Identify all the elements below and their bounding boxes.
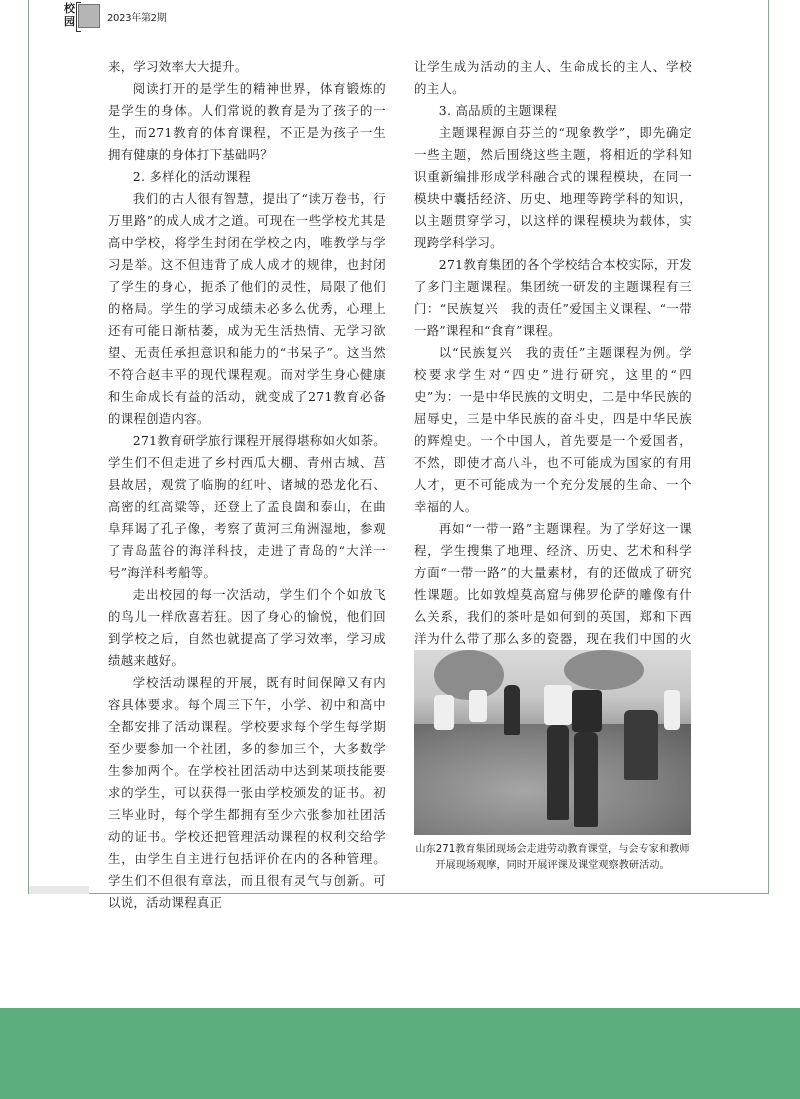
photo-person-shirt	[544, 685, 572, 725]
photo-caption: 山东271教育集团现场会走进劳动教育课堂，与会专家和教师开展现场观摩，同时开展评课及课堂观察教研活动。	[415, 844, 690, 871]
paragraph: 我们的古人很有智慧，提出了“读万卷书，行万里路”的成人成才之道。可现在一些学校尤其是高中学校，将学生封闭在学校之内，唯教学与学习是举。这不但违背了成人成才的规律，也封闭了学生的身心，扼杀了他们的灵性，局限了他们的格局。学生的学习成绩未必多么优秀，心理上还有可能日渐枯萎，成为无生活热情、无学习欲望、无责任承担意识和能力的“书呆子”。这当然不符合赵丰平的现代课程观。而对学生身心健康和生命成长有益的活动，就变成了271教育必备的课程创造内容。	[108, 191, 386, 426]
photo-person	[574, 732, 598, 827]
paragraph: 再如“一带一路”主题课程。为了学好这一课程，学生搜集了地理、经济、历史、艺术和科学方面“一带一路”的大量素材，有的还做成了研究性课题。比如敦煌莫高窟与佛罗伦萨的雕像有什么关系，我们的茶叶是如何到的英国，郑和下西洋为什么带了那么多的瓷器，现在我们中国的火	[414, 521, 692, 646]
paragraph: 主题课程源自芬兰的“现象教学”，即先确定一些主题，然后围绕这些主题，将相近的学科知识重新编排形成学科融合式的课程模块，在同一模块中囊括经济、历史、地理等跨学科的知识，以主题贯穿学习，以这样的课程模块为载体，实现跨学科学习。	[414, 125, 692, 250]
article-photo	[414, 650, 691, 835]
paragraph: 来，学习效率大大提升。	[108, 59, 248, 74]
photo-person-shirt	[434, 695, 454, 730]
issue-label: 2023年第2期	[107, 13, 167, 24]
section-heading: 2. 多样化的活动课程	[132, 169, 251, 184]
paragraph: 以“民族复兴 我的责任”主题课程为例。学校要求学生对“四史”进行研究，这里的“四史”为：一是中华民族的文明史，二是中华民族的屈辱史，三是中华民族的奋斗史，四是中华民族的辉煌史。一个中国人，首先要是一个爱国者，不然，即使才高八斗，也不可能成为国家的有用人才，更不可能成为一个充分发展的生命、一个幸福的人。	[414, 345, 692, 514]
paragraph: 271教育集团的各个学校结合本校实际，开发了多门主题课程。集团统一研发的主题课程有三门：“民族复兴 我的责任”爱国主义课程、“一带一路”课程和“食育”课程。	[414, 257, 692, 338]
photo-person-shirt	[664, 690, 680, 730]
paragraph: 271教育研学旅行课程开展得堪称如火如荼。学生们不但走进了乡村西瓜大棚、青州古城、莒县故居，观赏了临朐的红叶、诸城的恐龙化石、高密的红高粱等，还登上了孟良崮和泰山，在曲阜拜谒了孔子像，考察了黄河三角洲湿地，参观了青岛蓝谷的海洋科技，走进了青岛的“大洋一号”海洋科考船等。	[108, 433, 386, 580]
corner-tab	[29, 886, 89, 894]
photo-person-shirt	[572, 690, 602, 732]
paragraph: 学校活动课程的开展，既有时间保障又有内容具体要求。每个周三下午，小学、初中和高中全都安排了活动课程。学校要求每个学生每学期至少要参加一个社团，多的参加三个，大多数学生参加两个。在学校社团活动中达到某项技能要求的学生，可以获得一张由学校颁发的证书。初三毕业时，每个学生都拥有至少六张参加社团活动的证书。学校还把管理活动课程的权利交给学生，由学生自主进行包括评价在内的各种管理。学生们不但很有章法，而且很有灵气与创新。可以说，活动课程真正	[108, 675, 386, 910]
photo-tree	[564, 650, 644, 690]
section-heading: 3. 高品质的主题课程	[438, 103, 557, 118]
paragraph: 让学生成为活动的主人、生命成长的主人、学校的主人。	[414, 59, 692, 96]
left-column	[108, 56, 386, 914]
photo-person	[624, 710, 658, 780]
logo-text: 校园	[64, 2, 75, 28]
photo-person	[547, 725, 569, 820]
paragraph: 走出校园的每一次活动，学生们个个如放飞的鸟儿一样欣喜若狂。因了身心的愉悦，他们回到学校之后，自然也就提高了学习效率，学习成绩越来越好。	[108, 587, 386, 668]
footer-band	[0, 1008, 800, 1099]
photo-person	[504, 685, 520, 735]
photo-person-shirt	[469, 690, 487, 722]
logo-box	[78, 4, 100, 28]
right-column	[414, 56, 692, 672]
magazine-logo	[64, 2, 102, 28]
paragraph: 阅读打开的是学生的精神世界，体育锻炼的是学生的身体。人们常说的教育是为了孩子的一生，而271教育的体育课程，不正是为孩子一生拥有健康的身体打下基础吗？	[108, 81, 386, 162]
